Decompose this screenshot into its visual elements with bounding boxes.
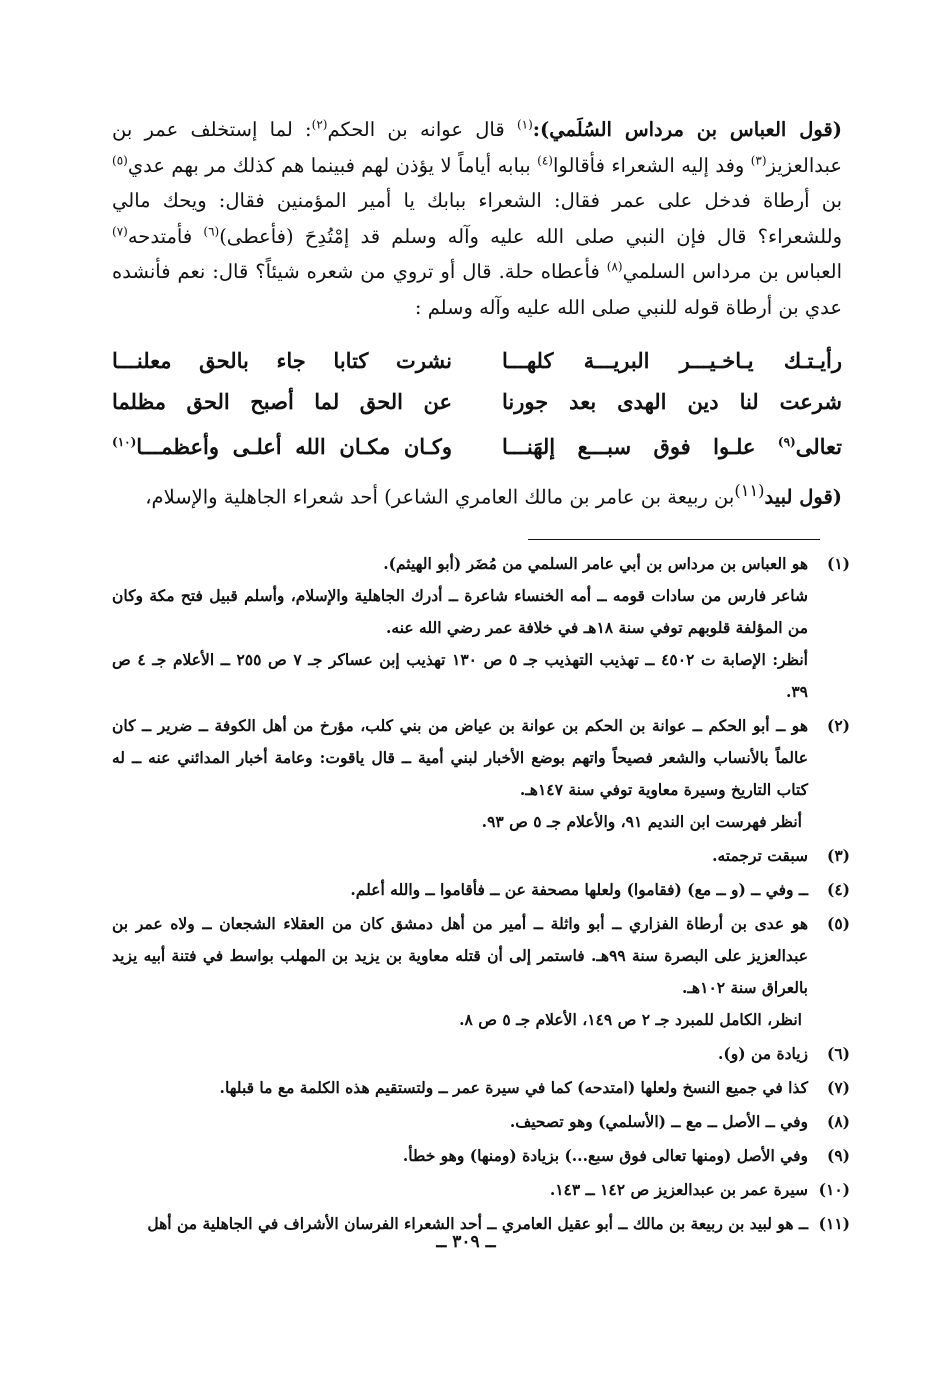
paragraph-2 [112,473,842,515]
footnote-9 [112,1140,850,1172]
poem-verse [112,381,842,422]
poem-hemistich-right [502,422,842,463]
footnote-number: (٣) [826,846,850,865]
text-run: علـوا فوق سبـــع إلهَنـــا [502,434,778,459]
footnote-ref: (١٠) [112,435,137,449]
text-run: بن ربيعة بن عامر بن مالك العامري الشاعر) أحد شعراء الجاهلية والإسلام، [145,485,735,509]
text-run: بن أرطاة فدخل على عمر فقال: الشعراء ببابك يا أمير المؤمنين فقال: ويحك مالي وللشعراء؟ قال فإن النبي صلى الله عليه وآله وسلم قد إمْتُدِحَ (فأعطى) [112,189,842,248]
footnote-ref: (٨) [606,259,623,274]
footnote-number: (٨) [826,1112,850,1131]
footnote-line: هو ــ أبو الحكم ــ عوانة بن الحكم بن عوانة بن عياض من بني كلب، مؤرخ من أهل الكوفة ــ ضرير ــ كان عالماً بالأنساب والشعر فصيحاً واتهم بوضع الأخبار لبني أمية ــ قال ياقوت: وعامة أخبار المدائني عنه ــ له كتاب التاريخ وسيرة معاوية توفي سنة ١٤٧هـ. [112,716,808,799]
paragraph-1 [112,112,842,325]
footnote-body [112,874,808,906]
footnote-body [112,1140,808,1172]
footnote-number: (٥) [826,914,850,933]
footnote-line: ــ هو لبيد بن ربيعة بن مالك ــ أبو عقيل العامري ــ أحد الشعراء الفرسان الأشراف في الجاهلية من أهل [147,1214,808,1233]
footnote-4 [112,874,850,906]
footnote-body [112,1174,808,1206]
section-heading-labid: (قول لبيد [764,485,842,509]
footnote-line: كذا في جميع النسخ ولعلها (امتدحه) كما في سيرة عمر ــ ولتستقيم هذه الكلمة مع ما قبلها. [219,1078,808,1097]
footnote-10 [112,1174,850,1206]
footnote-8 [112,1106,850,1138]
poem-verse [112,340,842,381]
text-run: : لما إستخلف عمر بن عبدالعزيز [112,118,842,177]
footnote-ref: (٧) [112,224,128,238]
footnote-7 [112,1072,850,1104]
footnotes [112,548,850,1242]
footnote-separator [528,539,820,540]
footnote-line: شاعر فارس من سادات قومه ــ أمه الخنساء شاعرة ــ أدرك الجاهلية والإسلام، وأسلم قبيل فتح مكة وكان من المؤلفة قلوبهم توفي سنة ١٨هـ في خلافة عمر رضي الله عنه. [112,586,808,637]
footnote-number: (١١) [818,1214,850,1233]
footnote-line: وفي ــ الأصل ــ مع ــ (الأسلمي) وهو تصحيف. [509,1112,808,1131]
footnote-number: (٩) [826,1146,850,1165]
footnote-line: انظر، الكامل للمبرد جـ ٢ ص ١٤٩، الأعلام جـ ٥ ص ٨. [459,1010,802,1029]
poem-hemistich-right: رأيـتـك يـاخـيـــر البريـــة كلهـــا [502,348,842,373]
footnote-number: (٤) [826,880,850,899]
footnote-ref: (١١) [734,481,765,500]
footnote-number: (١٠) [818,1180,850,1199]
footnote-line: وفي الأصل (ومنها تعالى فوق سبع...) بزيادة (ومنها) وهو خطأ. [402,1146,808,1165]
poem [112,340,842,463]
main-text [112,112,842,535]
footnote-1 [112,548,850,708]
footnote-line: زيادة من (و). [718,1044,808,1063]
footnote-number: (٦) [826,1044,850,1063]
text-run: فأعطاه حلة. قال أو تروي من شعره شيئاً؟ قال: نعم فأنشده عدي بن أرطاة قوله للنبي صلى الله عليه وآله وسلم : [112,260,842,319]
text-run: وكـان مكـان الله أعلـى وأعظمـــا [136,434,452,459]
footnote-body [112,1106,808,1138]
footnote-line: سيرة عمر بن عبدالعزيز ص ١٤٢ ــ ١٤٣. [549,1180,808,1199]
footnote-ref: (٢) [311,117,328,132]
footnote-line: هو العباس بن مرداس بن أبي عامر السلمي من مُضَر (أبو الهيثم). [383,554,808,573]
footnote-body [112,840,808,872]
text-run: ببابه أياماً لا يؤذن لهم فبينما هم كذلك مر بهم عدي [127,153,538,177]
footnote-ref: (١) [516,117,533,132]
footnote-6 [112,1038,850,1070]
footnote-ref: (٩) [777,435,796,449]
footnote-number: (٧) [826,1078,850,1097]
page-number: ــ ٣٠٩ ــ [436,1232,496,1252]
text-run: وفد إليه الشعراء فأقالوا [552,153,751,177]
footnote-3 [112,840,850,872]
footnote-line: هو عدى بن أرطاة الفزاري ــ أبو واثلة ــ أمير من أهل دمشق كان من العقلاء الشجعان ــ ولاه عمر بن عبدالعزيز على البصرة سنة ٩٩هـ. فاستمر إلى أن قتله معاوية بن يزيد بن المهلب بواسط في فتنة أبيه يزيد بالعراق سنة ١٠٢هـ. [112,914,808,997]
section-heading-abbas: (قول العباس بن مرداس السُلَمي): [532,118,842,141]
footnote-ref: (٥) [112,153,128,167]
footnote-body [112,710,808,838]
footnote-ref: (٤) [537,153,553,167]
poem-hemistich-left: نشرت كتابا جاء بالحق معلنـــا [112,348,452,373]
poem-hemistich-left [112,422,452,463]
footnote-body [112,1038,808,1070]
footnote-line: أنظر فهرست ابن النديم ٩١، والأعلام جـ ٥ ص ٩٣. [481,812,802,831]
footnote-2 [112,710,850,838]
text-run: فأمتدحه [127,224,204,248]
footnote-number: (١) [826,554,850,573]
footnote-ref: (٣) [750,153,767,167]
text-run: العباس بن مرداس السلمي [622,260,842,283]
footnote-line: ــ وفي ــ (و ــ مع) (فقاموا) ولعلها مصحفة عن ــ فأقاموا ــ والله أعلم. [350,880,808,899]
poem-verse [112,422,842,463]
text-run: تعالى [795,434,842,459]
footnote-ref: (٦) [203,224,220,238]
text-run: قال عوانه بن الحكم [327,118,517,141]
footnote-line: سبقت ترجمته. [712,846,808,865]
footnote-body [112,1072,808,1104]
footnote-body [112,908,808,1036]
poem-hemistich-right: شرعت لنا دين الهدى بعد جورنا [502,389,842,414]
poem-hemistich-left: عن الحق لما أصبح الحق مظلما [112,389,452,414]
footnote-body [112,548,808,708]
footnote-line: أنظر: الإصابة ت ٤٥٠٢ ــ تهذيب التهذيب جـ ٥ ص ١٣٠ تهذيب إبن عساكر جـ ٧ ص ٢٥٥ ــ الأعلام جـ ٤ ص ٣٩. [112,650,808,701]
footnote-5 [112,908,850,1036]
footnote-number: (٢) [826,716,850,735]
